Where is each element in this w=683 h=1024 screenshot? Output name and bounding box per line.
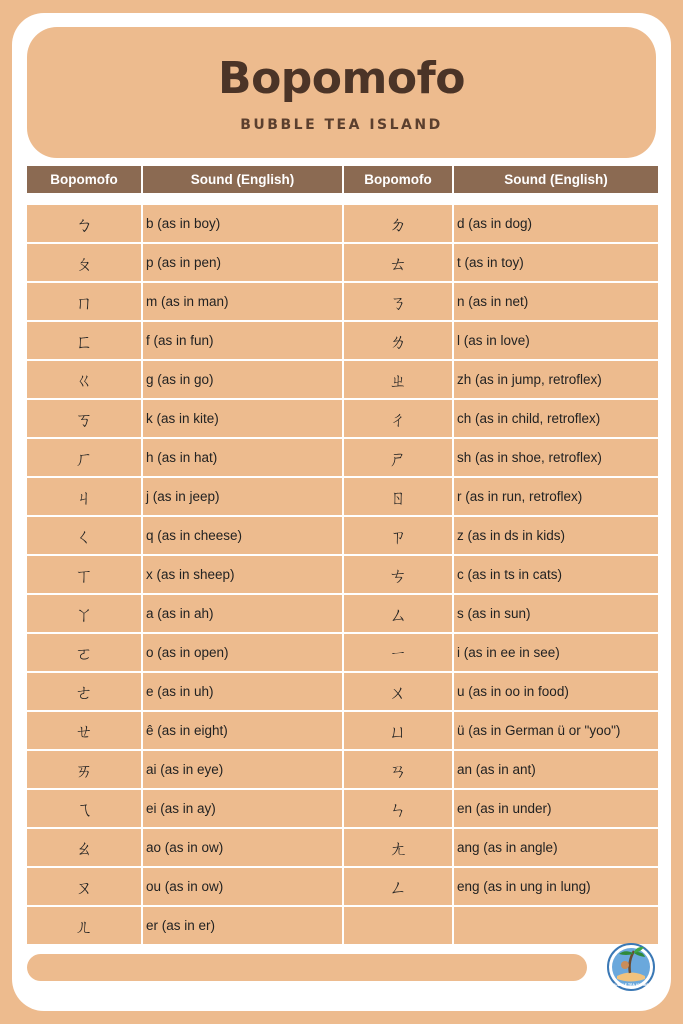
bopomofo-symbol: ㄑ — [27, 517, 141, 554]
bopomofo-symbol: ㄢ — [344, 751, 452, 788]
svg-text:BUBBLE TEA ISLAND: BUBBLE TEA ISLAND — [612, 983, 650, 987]
bopomofo-symbol: ㄡ — [27, 868, 141, 905]
bopomofo-symbol: ㄟ — [27, 790, 141, 827]
bopomofo-symbol: ㄩ — [344, 712, 452, 749]
bopomofo-symbol: ㄔ — [344, 400, 452, 437]
bopomofo-symbol — [344, 907, 452, 944]
sound-description: e (as in uh) — [143, 673, 342, 710]
column-header-sound: Sound (English) — [143, 166, 342, 193]
sound-description: u (as in oo in food) — [454, 673, 658, 710]
bopomofo-symbol: ㄍ — [27, 361, 141, 398]
footer-bar — [27, 954, 587, 981]
sound-description: d (as in dog) — [454, 205, 658, 242]
sound-description: m (as in man) — [143, 283, 342, 320]
sound-description — [454, 907, 658, 944]
column-header-bopomofo: Bopomofo — [344, 166, 452, 193]
page-subtitle: BUBBLE TEA ISLAND — [240, 117, 443, 133]
sound-description: an (as in ant) — [454, 751, 658, 788]
sound-description: n (as in net) — [454, 283, 658, 320]
bopomofo-symbol: ㄕ — [344, 439, 452, 476]
bubble-tea-island-logo-icon — [607, 943, 655, 991]
sound-description: c (as in ts in cats) — [454, 556, 658, 593]
sound-description: t (as in toy) — [454, 244, 658, 281]
bopomofo-symbol: ㄙ — [344, 595, 452, 632]
bopomofo-symbol: ㄈ — [27, 322, 141, 359]
bopomofo-symbol: ㄚ — [27, 595, 141, 632]
sound-description: o (as in open) — [143, 634, 342, 671]
bopomofo-symbol: ㄅ — [27, 205, 141, 242]
sound-description: s (as in sun) — [454, 595, 658, 632]
sound-description: ai (as in eye) — [143, 751, 342, 788]
sound-description: ang (as in angle) — [454, 829, 658, 866]
bopomofo-symbol: ㄋ — [344, 283, 452, 320]
sound-description: l (as in love) — [454, 322, 658, 359]
sound-description: ê (as in eight) — [143, 712, 342, 749]
sound-description: p (as in pen) — [143, 244, 342, 281]
bopomofo-symbol: ㄧ — [344, 634, 452, 671]
bopomofo-symbol: ㄉ — [344, 205, 452, 242]
bopomofo-symbol: ㄛ — [27, 634, 141, 671]
bopomofo-symbol: ㄌ — [344, 322, 452, 359]
bopomofo-symbol: ㄦ — [27, 907, 141, 944]
column-header-sound: Sound (English) — [454, 166, 658, 193]
bopomofo-symbol: ㄖ — [344, 478, 452, 515]
sound-description: b (as in boy) — [143, 205, 342, 242]
sound-description: g (as in go) — [143, 361, 342, 398]
sound-description: r (as in run, retroflex) — [454, 478, 658, 515]
sound-description: eng (as in ung in lung) — [454, 868, 658, 905]
bopomofo-symbol: ㄐ — [27, 478, 141, 515]
bopomofo-symbol: ㄣ — [344, 790, 452, 827]
bopomofo-symbol: ㄤ — [344, 829, 452, 866]
bopomofo-symbol: ㄗ — [344, 517, 452, 554]
sound-description: z (as in ds in kids) — [454, 517, 658, 554]
sound-description: k (as in kite) — [143, 400, 342, 437]
sound-description: a (as in ah) — [143, 595, 342, 632]
bopomofo-symbol: ㄘ — [344, 556, 452, 593]
sound-description: f (as in fun) — [143, 322, 342, 359]
header-banner — [27, 27, 656, 158]
bopomofo-symbol: ㄞ — [27, 751, 141, 788]
bopomofo-symbol: ㄓ — [344, 361, 452, 398]
bopomofo-symbol: ㄆ — [27, 244, 141, 281]
sound-description: ei (as in ay) — [143, 790, 342, 827]
bopomofo-symbol: ㄨ — [344, 673, 452, 710]
sound-description: i (as in ee in see) — [454, 634, 658, 671]
sound-description: sh (as in shoe, retroflex) — [454, 439, 658, 476]
bopomofo-symbol: ㄏ — [27, 439, 141, 476]
bopomofo-symbol: ㄠ — [27, 829, 141, 866]
sound-description: zh (as in jump, retroflex) — [454, 361, 658, 398]
page-title: Bopomofo — [218, 53, 465, 104]
bopomofo-symbol: ㄜ — [27, 673, 141, 710]
bopomofo-symbol: ㄊ — [344, 244, 452, 281]
sound-description: ou (as in ow) — [143, 868, 342, 905]
sound-description: en (as in under) — [454, 790, 658, 827]
sound-description: q (as in cheese) — [143, 517, 342, 554]
bopomofo-symbol: ㄇ — [27, 283, 141, 320]
sound-description: x (as in sheep) — [143, 556, 342, 593]
bopomofo-symbol: ㄒ — [27, 556, 141, 593]
bopomofo-symbol: ㄥ — [344, 868, 452, 905]
column-header-bopomofo: Bopomofo — [27, 166, 141, 193]
sound-description: h (as in hat) — [143, 439, 342, 476]
bopomofo-symbol: ㄎ — [27, 400, 141, 437]
sound-description: ch (as in child, retroflex) — [454, 400, 658, 437]
sound-description: er (as in er) — [143, 907, 342, 944]
bopomofo-table — [27, 166, 656, 944]
sound-description: ao (as in ow) — [143, 829, 342, 866]
sound-description: ü (as in German ü or "yoo") — [454, 712, 658, 749]
sound-description: j (as in jeep) — [143, 478, 342, 515]
bopomofo-symbol: ㄝ — [27, 712, 141, 749]
